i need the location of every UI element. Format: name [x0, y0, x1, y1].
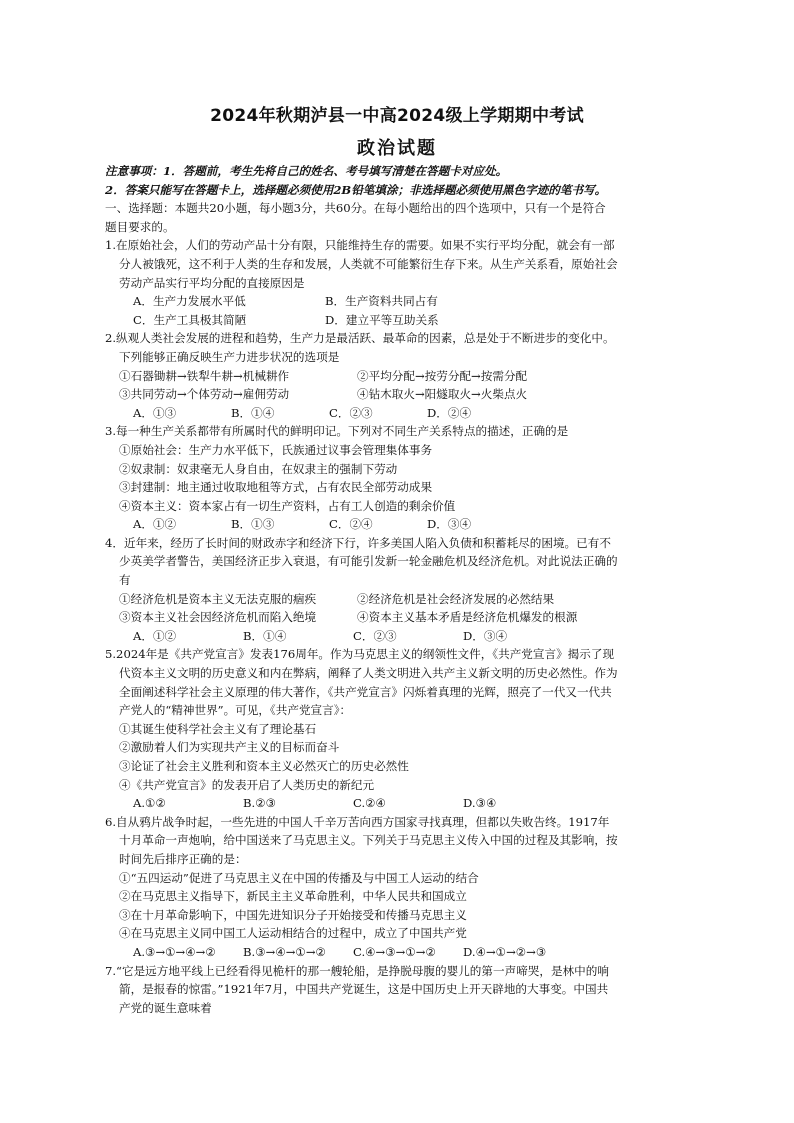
question-stem: 时间先后排序正确的是：: [119, 851, 247, 866]
statement-4: ④在马克思主义同中国工人运动相结合的过程中，成立了中国共产党: [119, 926, 467, 941]
option-a: A.③→①→④→②: [133, 944, 216, 959]
question-stem: 6.自从鸦片战争时起，一些先进的中国人千辛万苦向西方国家寻找真理，但都以失败告终。1917年: [105, 814, 610, 829]
option-d: D.④→①→②→③: [463, 944, 547, 959]
option-b: B．①④: [243, 628, 287, 643]
exam-body: [105, 162, 697, 1017]
notice-line: 2．答案只能写在答题卡上，选择题必须使用2B铅笔填涂；非选择题必须使用黑色字迹的笔书写。: [105, 182, 607, 197]
statement-4: ④资本主义：资本家占有一切生产资料，占有工人创造的剩余价值: [119, 498, 456, 513]
answer-options: [105, 627, 697, 646]
question-stem: 3.每一种生产关系都带有所属时代的鲜明印记。下列对不同生产关系特点的描述，正确的是: [105, 424, 569, 439]
question-stem: 2.纵观人类社会发展的进程和趋势，生产力是最活跃、最革命的因素，总是处于不断进步的变化中。: [105, 331, 615, 346]
statement-1: ①经济危机是资本主义无法克服的痼疾: [119, 591, 317, 606]
option-a: A．①③: [133, 405, 177, 420]
question-4: [105, 534, 697, 646]
answer-options: [105, 794, 697, 813]
option-d: D．②④: [427, 405, 472, 420]
option-b: B．①③: [231, 517, 275, 532]
option-c: C．②④: [329, 517, 373, 532]
answer-options: [105, 404, 697, 423]
statement-2: ②奴隶制：奴隶毫无人身自由，在奴隶主的强制下劳动: [119, 461, 398, 476]
question-stem: 少英美学者警告，美国经济正步入衰退，有可能引发新一轮金融危机及经济危机。对此说法正确的: [119, 554, 618, 569]
statement-4: ④钻木取火→阳燧取火→火柴点火: [357, 387, 528, 402]
answer-options: [105, 311, 697, 330]
option-a: A．①②: [133, 517, 177, 532]
statement-3: ③共同劳动→个体劳动→雇佣劳动: [119, 387, 290, 402]
question-3: [105, 422, 697, 534]
answer-options: [105, 515, 697, 534]
statement-3: ③在十月革命影响下，中国先进知识分子开始接受和传播马克思主义: [119, 907, 467, 922]
question-stem: 7.“它是远方地平线上已经看得见桅杆的那一艘轮船，是挣脱母腹的婴儿的第一声啼哭，是林中的响: [105, 963, 609, 978]
question-stem: 4．近年来，经历了长时间的财政赤字和经济下行，许多美国人陷入负债和积蓄耗尽的困境。已有不: [105, 535, 611, 550]
option-b: B.②③: [243, 796, 276, 811]
question-stem: 产党的诞生意味着: [119, 1000, 212, 1015]
option-a: A.①②: [133, 796, 166, 811]
question-5: [105, 645, 697, 812]
statement-3: ③封建制：地主通过收取地租等方式，占有农民全部劳动成果: [119, 480, 433, 495]
statement-row: [105, 385, 697, 404]
option-d: D．③④: [427, 517, 472, 532]
question-2: [105, 329, 697, 422]
question-stem: 分人被饿死，这不利于人类的生存和发展，人类就不可能繁衍生存下来。从生产关系看，原始社会: [119, 256, 618, 271]
question-stem: 1.在原始社会，人们的劳动产品十分有限，只能维持生存的需要。如果不实行平均分配，就会有一部: [105, 238, 615, 253]
answer-options: [105, 292, 697, 311]
option-c: C.④→③→①→②: [353, 944, 436, 959]
question-stem: 有: [119, 573, 131, 588]
option-b: B．①④: [231, 405, 275, 420]
option-d: D．建立平等互助关系: [325, 312, 439, 327]
statement-4: ④资本主义基本矛盾是经济危机爆发的根源: [357, 610, 578, 625]
statement-2: ②激励着人们为实现共产主义的目标而奋斗: [119, 740, 340, 755]
section-heading: 一、选择题：本题共20小题，每小题3分，共60分。在每小题给出的四个选项中，只有一个是符合: [105, 201, 606, 216]
option-b: B．生产资料共同占有: [325, 294, 438, 309]
question-stem: 箭，是报春的惊雷。”1921年7月，中国共产党诞生，这是中国历史上开天辟地的大事变。中国共: [119, 982, 609, 997]
question-7: [105, 962, 697, 1018]
statement-2: ②经济危机是社会经济发展的必然结果: [357, 591, 555, 606]
statement-1: ①“五四运动”促进了马克思主义在中国的传播及与中国工人运动的结合: [119, 870, 479, 885]
statement-4: ④《共产党宣言》的发表开启了人类历史的新纪元: [119, 777, 375, 792]
option-d: D.③④: [463, 796, 497, 811]
option-c: C．生产工具极其简陋: [133, 312, 247, 327]
notice-line: 注意事项：1．答题前，考生先将自己的姓名、考号填写清楚在答题卡对应处。: [105, 164, 508, 178]
option-c: C．②③: [353, 628, 397, 643]
option-a: A．①②: [133, 628, 177, 643]
statement-row: [105, 367, 697, 386]
question-stem: 劳动产品实行平均分配的直接原因是: [119, 275, 305, 290]
question-stem: 全面阐述科学社会主义原理的伟大著作，《共产党宣言》闪烁着真理的光辉，照亮了一代又一代共: [119, 684, 612, 699]
statement-1: ①石器锄耕→铁犁牛耕→机械耕作: [119, 368, 290, 383]
question-stem: 下列能够正确反映生产力进步状况的选项是: [119, 349, 340, 364]
statement-1: ①原始社会：生产力水平低下，氏族通过议事会管理集体事务: [119, 442, 433, 457]
question-stem: 代资本主义文明的历史意义和内在弊病，阐释了人类文明进入共产主义新文明的历史必然性。作为: [119, 666, 618, 681]
statement-row: [105, 590, 697, 609]
statement-1: ①其诞生使科学社会主义有了理论基石: [119, 721, 317, 736]
question-1: [105, 236, 697, 329]
option-c: C．②③: [329, 405, 373, 420]
exam-title: 2024年秋期泸县一中高2024级上学期期中考试: [210, 106, 584, 126]
statement-2: ②在马克思主义指导下，新民主主义革命胜利，中华人民共和国成立: [119, 889, 467, 904]
question-6: [105, 813, 697, 962]
question-stem: 5.2024年是《共产党宣言》发表176周年。作为马克思主义的纲领性文件，《共产党宣言》揭示了现: [105, 647, 615, 662]
answer-options: [105, 943, 697, 962]
exam-subtitle: 政治试题: [357, 138, 437, 159]
section-heading: 题目要求的。: [105, 219, 175, 234]
statement-2: ②平均分配→按劳分配→按需分配: [357, 368, 528, 383]
option-a: A．生产力发展水平低: [133, 294, 246, 309]
question-stem: 产党人的“精神世界”。可见，《共产党宣言》：: [119, 703, 352, 718]
option-b: B.③→④→①→②: [243, 944, 326, 959]
statement-3: ③资本主义社会因经济危机而陷入绝境: [119, 610, 317, 625]
statement-3: ③论证了社会主义胜利和资本主义必然灭亡的历史必然性: [119, 759, 409, 773]
question-stem: 十月革命一声炮响，给中国送来了马克思主义。下列关于马克思主义传入中国的过程及其影响，按: [119, 833, 618, 848]
option-d: D．③④: [463, 628, 508, 643]
option-c: C.②④: [353, 796, 386, 811]
statement-row: [105, 608, 697, 627]
